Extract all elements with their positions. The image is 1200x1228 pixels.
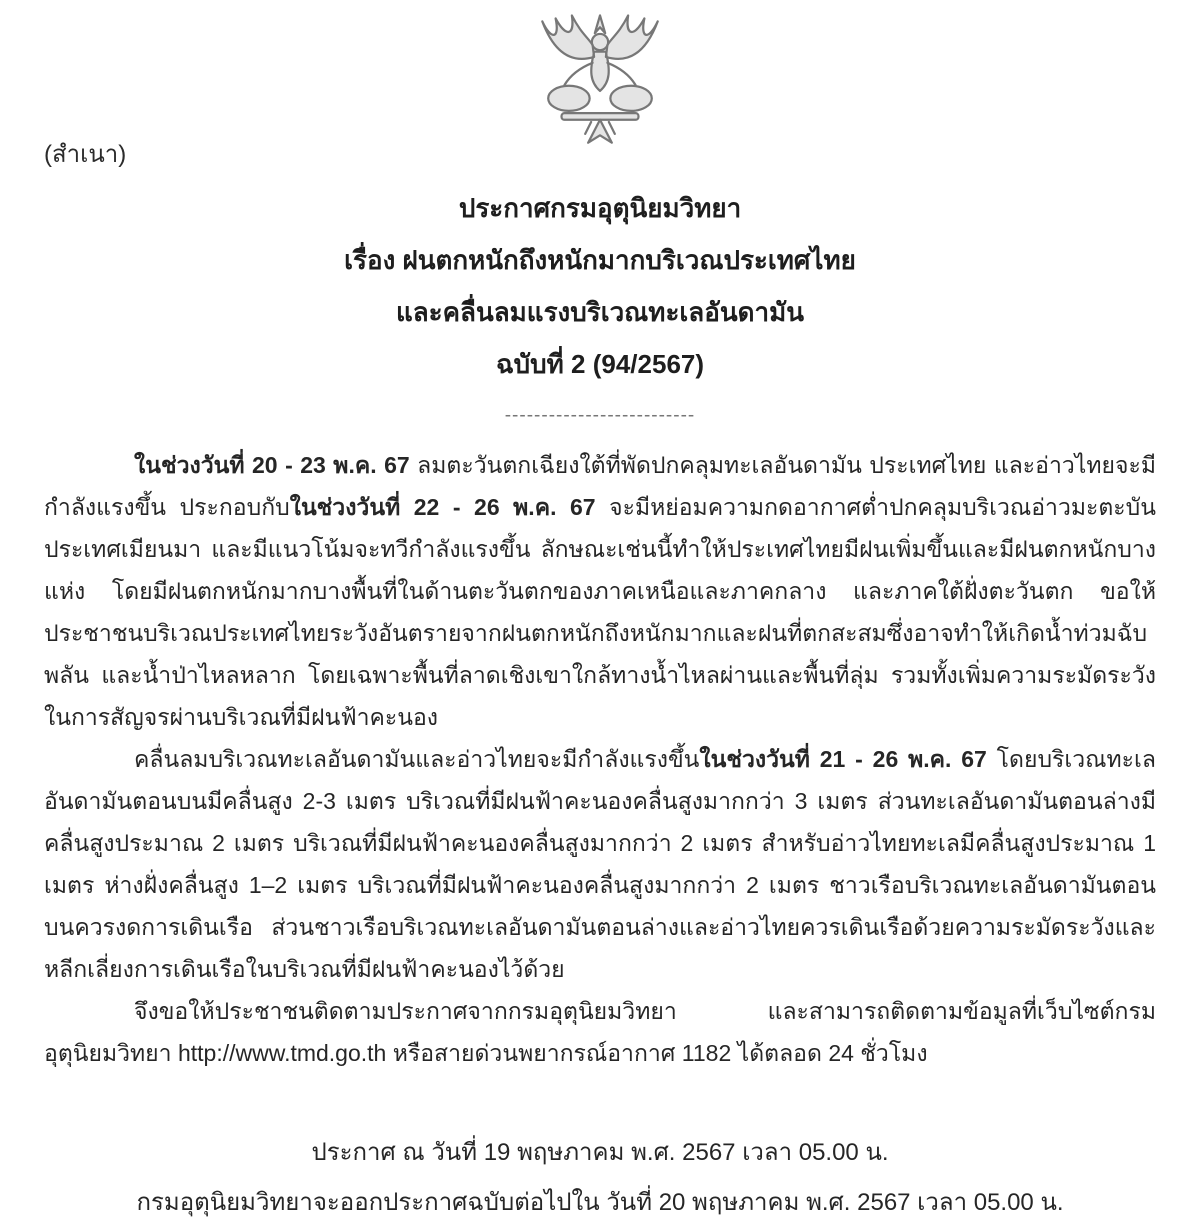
paragraph-weather-warning bbox=[44, 444, 1156, 738]
paragraph-sea-conditions bbox=[44, 738, 1156, 990]
text-run: จะมีหย่อมความกดอากาศต่ำปกคลุมบริเวณอ่าวมะตะบัน ประเทศเมียนมา และมีแนวโน้มจะทวีกำลังแรงขึ้น ลักษณะเช่นนี้ทำให้ประเทศไทยมีฝนเพิ่มขึ้นและมีฝนตกหนักบางแห่ง โดยมีฝนตกหนักมากบางพื้นที่ในด้านตะวันตกของภาคเหนือและภาคกลาง และภาคใต้ฝั่งตะวันตก ขอให้ประชาชนบริเวณประเทศไทยระวังอันตรายจากฝนตกหนักถึงหนักมากและฝนที่ตกสะสมซึ่งอาจทำให้เกิดน้ำท่วมฉับพลัน และน้ำป่าไหลหลาก โดยเฉพาะพื้นที่ลาดเชิงเขาใกล้ทางน้ำไหลผ่านและพื้นที่ลุ่ม รวมทั้งเพิ่มความระมัดระวังในการสัญจรผ่านบริเวณที่มีฝนฟ้าคะนอง bbox=[44, 494, 1156, 730]
issued-date-line: ประกาศ ณ วันที่ 19 พฤษภาคม พ.ศ. 2567 เวลา 05.00 น. bbox=[311, 1139, 889, 1166]
text-run: ลมตะวันตกเฉียงใต้ที่พัดปกคลุมทะเลอันดามัน ประเทศไทย และอ่าวไทยจะมีกำลังแรงขึ้น ประกอบกับ bbox=[44, 452, 1157, 520]
footer-block bbox=[0, 1128, 1200, 1228]
body-text bbox=[44, 444, 1156, 1074]
text-run-bold-date: ในช่วงวันที่ 21 - 26 พ.ค. 67 bbox=[699, 746, 987, 772]
text-run-bold-date: ในช่วงวันที่ 20 - 23 พ.ค. 67 bbox=[134, 452, 410, 478]
next-issue-line: กรมอุตุนิยมวิทยาจะออกประกาศฉบับต่อไปใน วันที่ 20 พฤษภาคม พ.ศ. 2567 เวลา 05.00 น. bbox=[136, 1189, 1064, 1216]
garuda-emblem-icon bbox=[526, 10, 674, 160]
subject-line-2: และคลื่นลมแรงบริเวณทะเลอันดามัน bbox=[395, 297, 805, 327]
issue-number: ฉบับที่ 2 (94/2567) bbox=[495, 349, 705, 379]
subject-line-1: เรื่อง ฝนตกหนักถึงหนักมากบริเวณประเทศไทย bbox=[344, 245, 856, 275]
title-block bbox=[0, 182, 1200, 390]
tmd-website-url: http://www.tmd.go.th bbox=[177, 1040, 387, 1066]
text-run: โดยบริเวณทะเลอันดามันตอนบนมีคลื่นสูง 2-3 เมตร บริเวณที่มีฝนฟ้าคะนองคลื่นสูงมากกว่า 3 เมตร ส่วนทะเลอันดามันตอนล่างมีคลื่นสูงประมาณ 2 เมตร บริเวณที่มีฝนฟ้าคะนองคลื่นสูงมากกว่า 2 เมตร สำหรับอ่าวไทยทะเลมีคลื่นสูงประมาณ 1 เมตร ห่างฝั่งคลื่นสูง 1–2 เมตร บริเวณที่มีฝนฟ้าคะนองคลื่นสูงมากกว่า 2 เมตร ชาวเรือบริเวณทะเลอันดามันตอนบนควรงดการเดินเรือ ส่วนชาวเรือบริเวณทะเลอันดามันตอนล่างและอ่าวไทยควรเดินเรือด้วยความระมัดระวังและหลีกเลี่ยงการเดินเรือในบริเวณที่มีฝนฟ้าคะนองไว้ด้วย bbox=[44, 746, 1156, 982]
emblem-container bbox=[0, 0, 1200, 168]
text-run: คลื่นลมบริเวณทะเลอันดามันและอ่าวไทยจะมีกำลังแรงขึ้น bbox=[134, 746, 700, 772]
announcement-title: ประกาศกรมอุตุนิยมวิทยา bbox=[458, 193, 742, 223]
text-run: จึงขอให้ประชาชนติดตามประกาศจากกรมอุตุนิยมวิทยา และสามารถติดตามข้อมูลที่เว็บไซต์กรมอุตุนิยมวิทยา bbox=[44, 998, 1156, 1066]
text-run-bold-date: ในช่วงวันที่ 22 - 26 พ.ค. 67 bbox=[289, 494, 596, 520]
paragraph-contact-info bbox=[44, 990, 1156, 1074]
copy-label: (สำเนา) bbox=[44, 141, 127, 168]
dashed-divider: -------------------------- bbox=[504, 405, 696, 426]
text-run: หรือสายด่วนพยากรณ์อากาศ 1182 ได้ตลอด 24 ชั่วโมง bbox=[386, 1040, 928, 1066]
